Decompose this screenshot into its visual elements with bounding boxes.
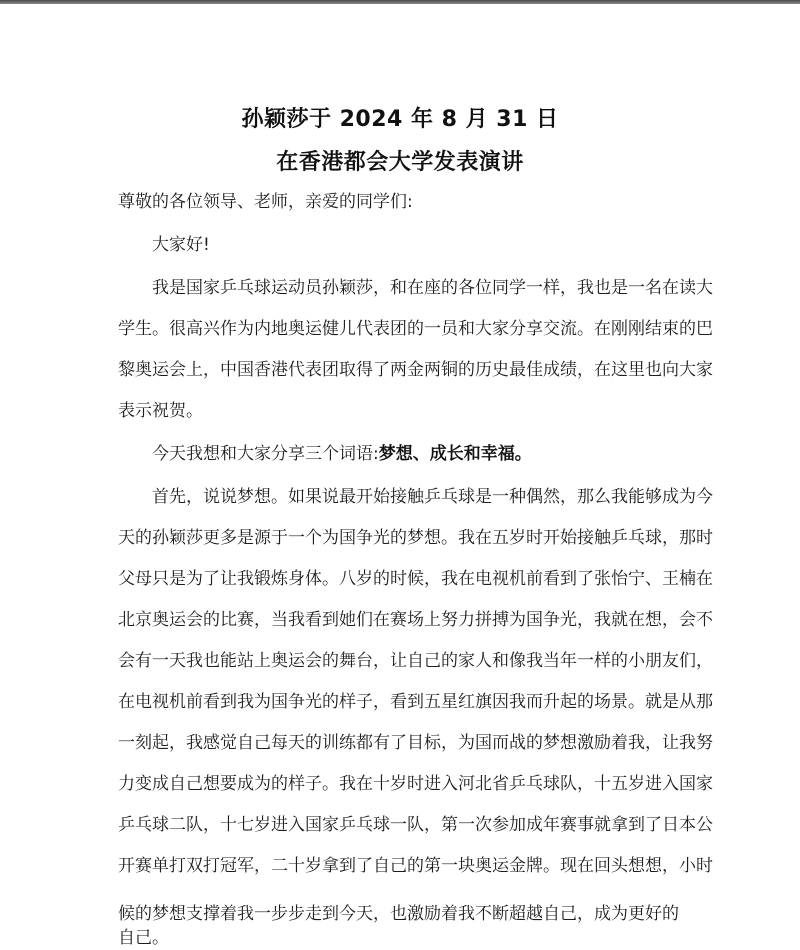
hello-line: 大家好! [152, 235, 210, 255]
paragraph-1-line: 我是国家乒乓球运动员孙颖莎，和在座的各位同学一样，我也是一名在读大 [152, 278, 713, 298]
paragraph-3-line: 天的孙颖莎更多是源于一个为国争光的梦想。我在五岁时开始接触乒乓球，那时 [118, 528, 713, 548]
paragraph-3-line: 一刻起，我感觉自己每天的训练都有了目标，为国而战的梦想激励着我，让我努 [118, 733, 713, 753]
paragraph-3-line: 乒乓球二队，十七岁进入国家乒乓球一队，第一次参加成年赛事就拿到了日本公 [118, 815, 713, 835]
paragraph-3-line: 北京奥运会的比赛，当我看到她们在赛场上努力拼搏为国争光，我就在想，会不 [118, 610, 713, 630]
paragraph-3-line: 首先，说说梦想。如果说最开始接触乒乓球是一种偶然，那么我能够成为今 [152, 487, 713, 507]
greeting-line: 尊敬的各位领导、老师，亲爱的同学们: [118, 192, 413, 212]
document-subtitle: 在香港都会大学发表演讲 [276, 150, 524, 175]
paragraph-2-prefix: 今天我想和大家分享三个词语: [152, 444, 379, 464]
paragraph-3-line: 父母只是为了让我锻炼身体。八岁的时候，我在电视机前看到了张怡宁、王楠在 [118, 569, 713, 589]
paragraph-1-line: 黎奥运会上，中国香港代表团取得了两金两铜的历史最佳成绩，在这里也向大家 [118, 360, 713, 380]
paragraph-1-line: 学生。很高兴作为内地奥运健儿代表团的一员和大家分享交流。在刚刚结束的巴 [118, 319, 713, 339]
paragraph-2-emphasis: 梦想、成长和幸福。 [378, 444, 532, 464]
paragraph-3-line: 开赛单打双打冠军，二十岁拿到了自己的第一块奥运金牌。现在回头想想，小时 [118, 856, 713, 876]
page-top-edge [0, 0, 800, 4]
document-title: 孙颖莎于 2024 年 8 月 31 日 [241, 107, 559, 132]
paragraph-3-line: 会有一天我也能站上奥运会的舞台，让自己的家人和像我当年一样的小朋友们， [118, 651, 713, 671]
paragraph-3-line: 在电视机前看到我为国争光的样子，看到五星红旗因我而升起的场景。就是从那 [118, 692, 713, 712]
paragraph-1-line: 表示祝贺。 [118, 401, 203, 421]
paragraph-3-cut-line: 候的梦想支撑着我一步步走到今天，也激励着我不断超越自己，成为更好的自己。 [118, 904, 679, 948]
paragraph-3-line: 力变成自己想要成为的样子。我在十岁时进入河北省乒乓球队，十五岁进入国家 [118, 774, 713, 794]
paragraph-2-line [152, 442, 688, 466]
